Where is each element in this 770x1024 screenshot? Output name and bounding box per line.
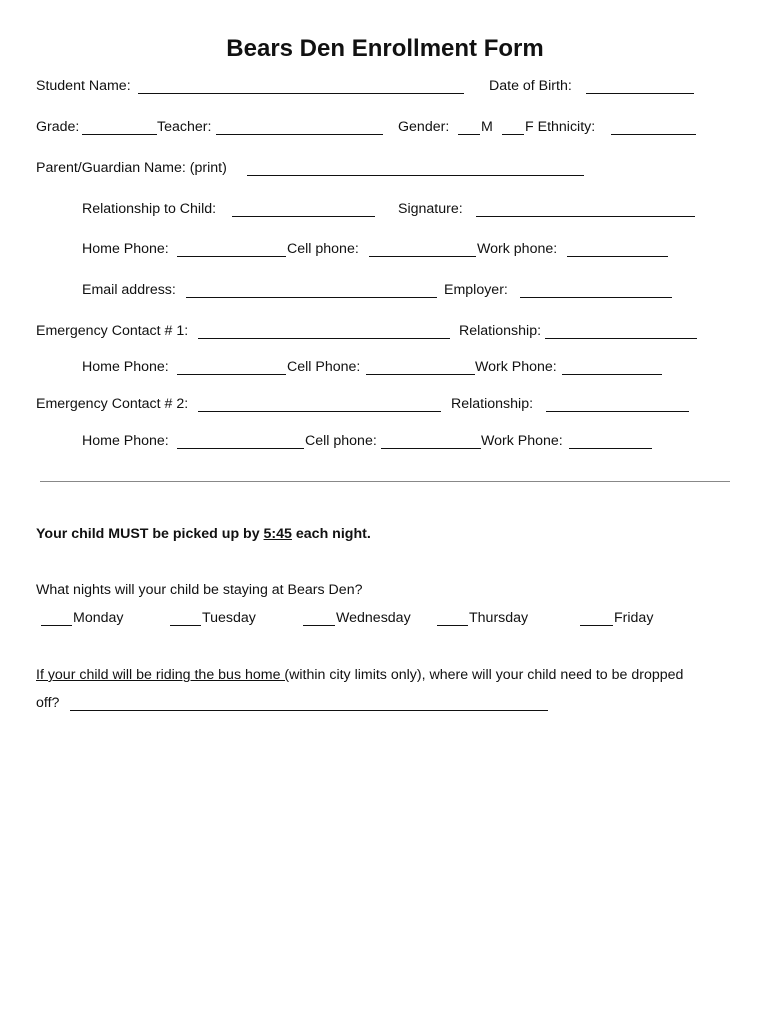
parent-home-phone-field[interactable] [177, 256, 286, 257]
emergency-contact-1-label: Emergency Contact # 1: [36, 323, 189, 339]
email-field[interactable] [186, 297, 437, 298]
pickup-notice [36, 526, 371, 543]
parent-name-label: Parent/Guardian Name: (print) [36, 160, 227, 176]
dob-field[interactable] [586, 93, 694, 94]
parent-name-field[interactable] [247, 175, 584, 176]
employer-label: Employer: [444, 282, 508, 298]
monday-label: Monday [73, 610, 124, 626]
page-title: Bears Den Enrollment Form [226, 35, 544, 62]
gender-f-ethnicity-label: F Ethnicity: [525, 119, 596, 135]
ec1-home-phone-field[interactable] [177, 374, 286, 375]
ec2-work-phone-label: Work Phone: [481, 433, 563, 449]
ec1-work-phone-label: Work Phone: [475, 359, 557, 375]
pickup-notice-before: Your child MUST be picked up by [36, 526, 264, 542]
wednesday-check-field[interactable] [303, 625, 335, 626]
student-name-field[interactable] [138, 93, 464, 94]
ec1-home-phone-label: Home Phone: [82, 359, 169, 375]
tuesday-label: Tuesday [202, 610, 256, 626]
emergency-contact-2-label: Emergency Contact # 2: [36, 396, 189, 412]
parent-work-phone-field[interactable] [567, 256, 668, 257]
student-name-label: Student Name: [36, 78, 131, 94]
bus-question-rest: within city limits only), where will your child need to be dropped [289, 667, 684, 683]
pickup-notice-after: each night. [291, 526, 371, 542]
ec1-work-phone-field[interactable] [562, 374, 662, 375]
emergency-contact-2-field[interactable] [198, 411, 441, 412]
ec2-home-phone-field[interactable] [177, 448, 304, 449]
teacher-field[interactable] [216, 134, 383, 135]
dob-label: Date of Birth: [489, 78, 572, 94]
thursday-label: Thursday [469, 610, 529, 626]
ec2-cell-phone-field[interactable] [381, 448, 481, 449]
friday-check-field[interactable] [580, 625, 613, 626]
friday-label: Friday [614, 610, 654, 626]
bus-question [36, 667, 683, 684]
gender-label: Gender: [398, 119, 450, 135]
parent-work-phone-label: Work phone: [477, 241, 558, 257]
thursday-check-field[interactable] [437, 625, 468, 626]
tuesday-check-field[interactable] [170, 625, 201, 626]
emergency-contact-1-field[interactable] [198, 338, 450, 339]
ec2-relationship-field[interactable] [546, 411, 689, 412]
ec2-work-phone-field[interactable] [569, 448, 652, 449]
bus-dropoff-field[interactable] [70, 710, 548, 711]
grade-label: Grade: [36, 119, 80, 135]
ethnicity-field[interactable] [611, 134, 696, 135]
signature-label: Signature: [398, 201, 463, 217]
relationship-to-child-field[interactable] [232, 216, 375, 217]
monday-check-field[interactable] [41, 625, 72, 626]
ec1-relationship-label: Relationship: [459, 323, 542, 339]
parent-home-phone-label: Home Phone: [82, 241, 169, 257]
teacher-label: Teacher: [157, 119, 212, 135]
section-divider [40, 481, 730, 482]
ec1-cell-phone-label: Cell Phone: [287, 359, 361, 375]
relationship-to-child-label: Relationship to Child: [82, 201, 217, 217]
signature-field[interactable] [476, 216, 695, 217]
ec2-home-phone-label: Home Phone: [82, 433, 169, 449]
pickup-time: 5:45 [263, 526, 292, 542]
gender-m-field[interactable] [458, 134, 480, 135]
email-label: Email address: [82, 282, 176, 298]
bus-question-underlined: If your child will be riding the bus home ( [36, 667, 290, 683]
employer-field[interactable] [520, 297, 672, 298]
ec2-relationship-label: Relationship: [451, 396, 534, 412]
parent-cell-phone-field[interactable] [369, 256, 476, 257]
parent-cell-phone-label: Cell phone: [287, 241, 359, 257]
ec1-cell-phone-field[interactable] [366, 374, 475, 375]
ec2-cell-phone-label: Cell phone: [305, 433, 377, 449]
wednesday-label: Wednesday [336, 610, 411, 626]
grade-field[interactable] [82, 134, 157, 135]
ec1-relationship-field[interactable] [545, 338, 697, 339]
bus-question-line2: off? [36, 695, 60, 711]
nights-question: What nights will your child be staying at Bears Den? [36, 582, 363, 598]
gender-m-label: M [481, 119, 493, 135]
gender-f-field[interactable] [502, 134, 524, 135]
